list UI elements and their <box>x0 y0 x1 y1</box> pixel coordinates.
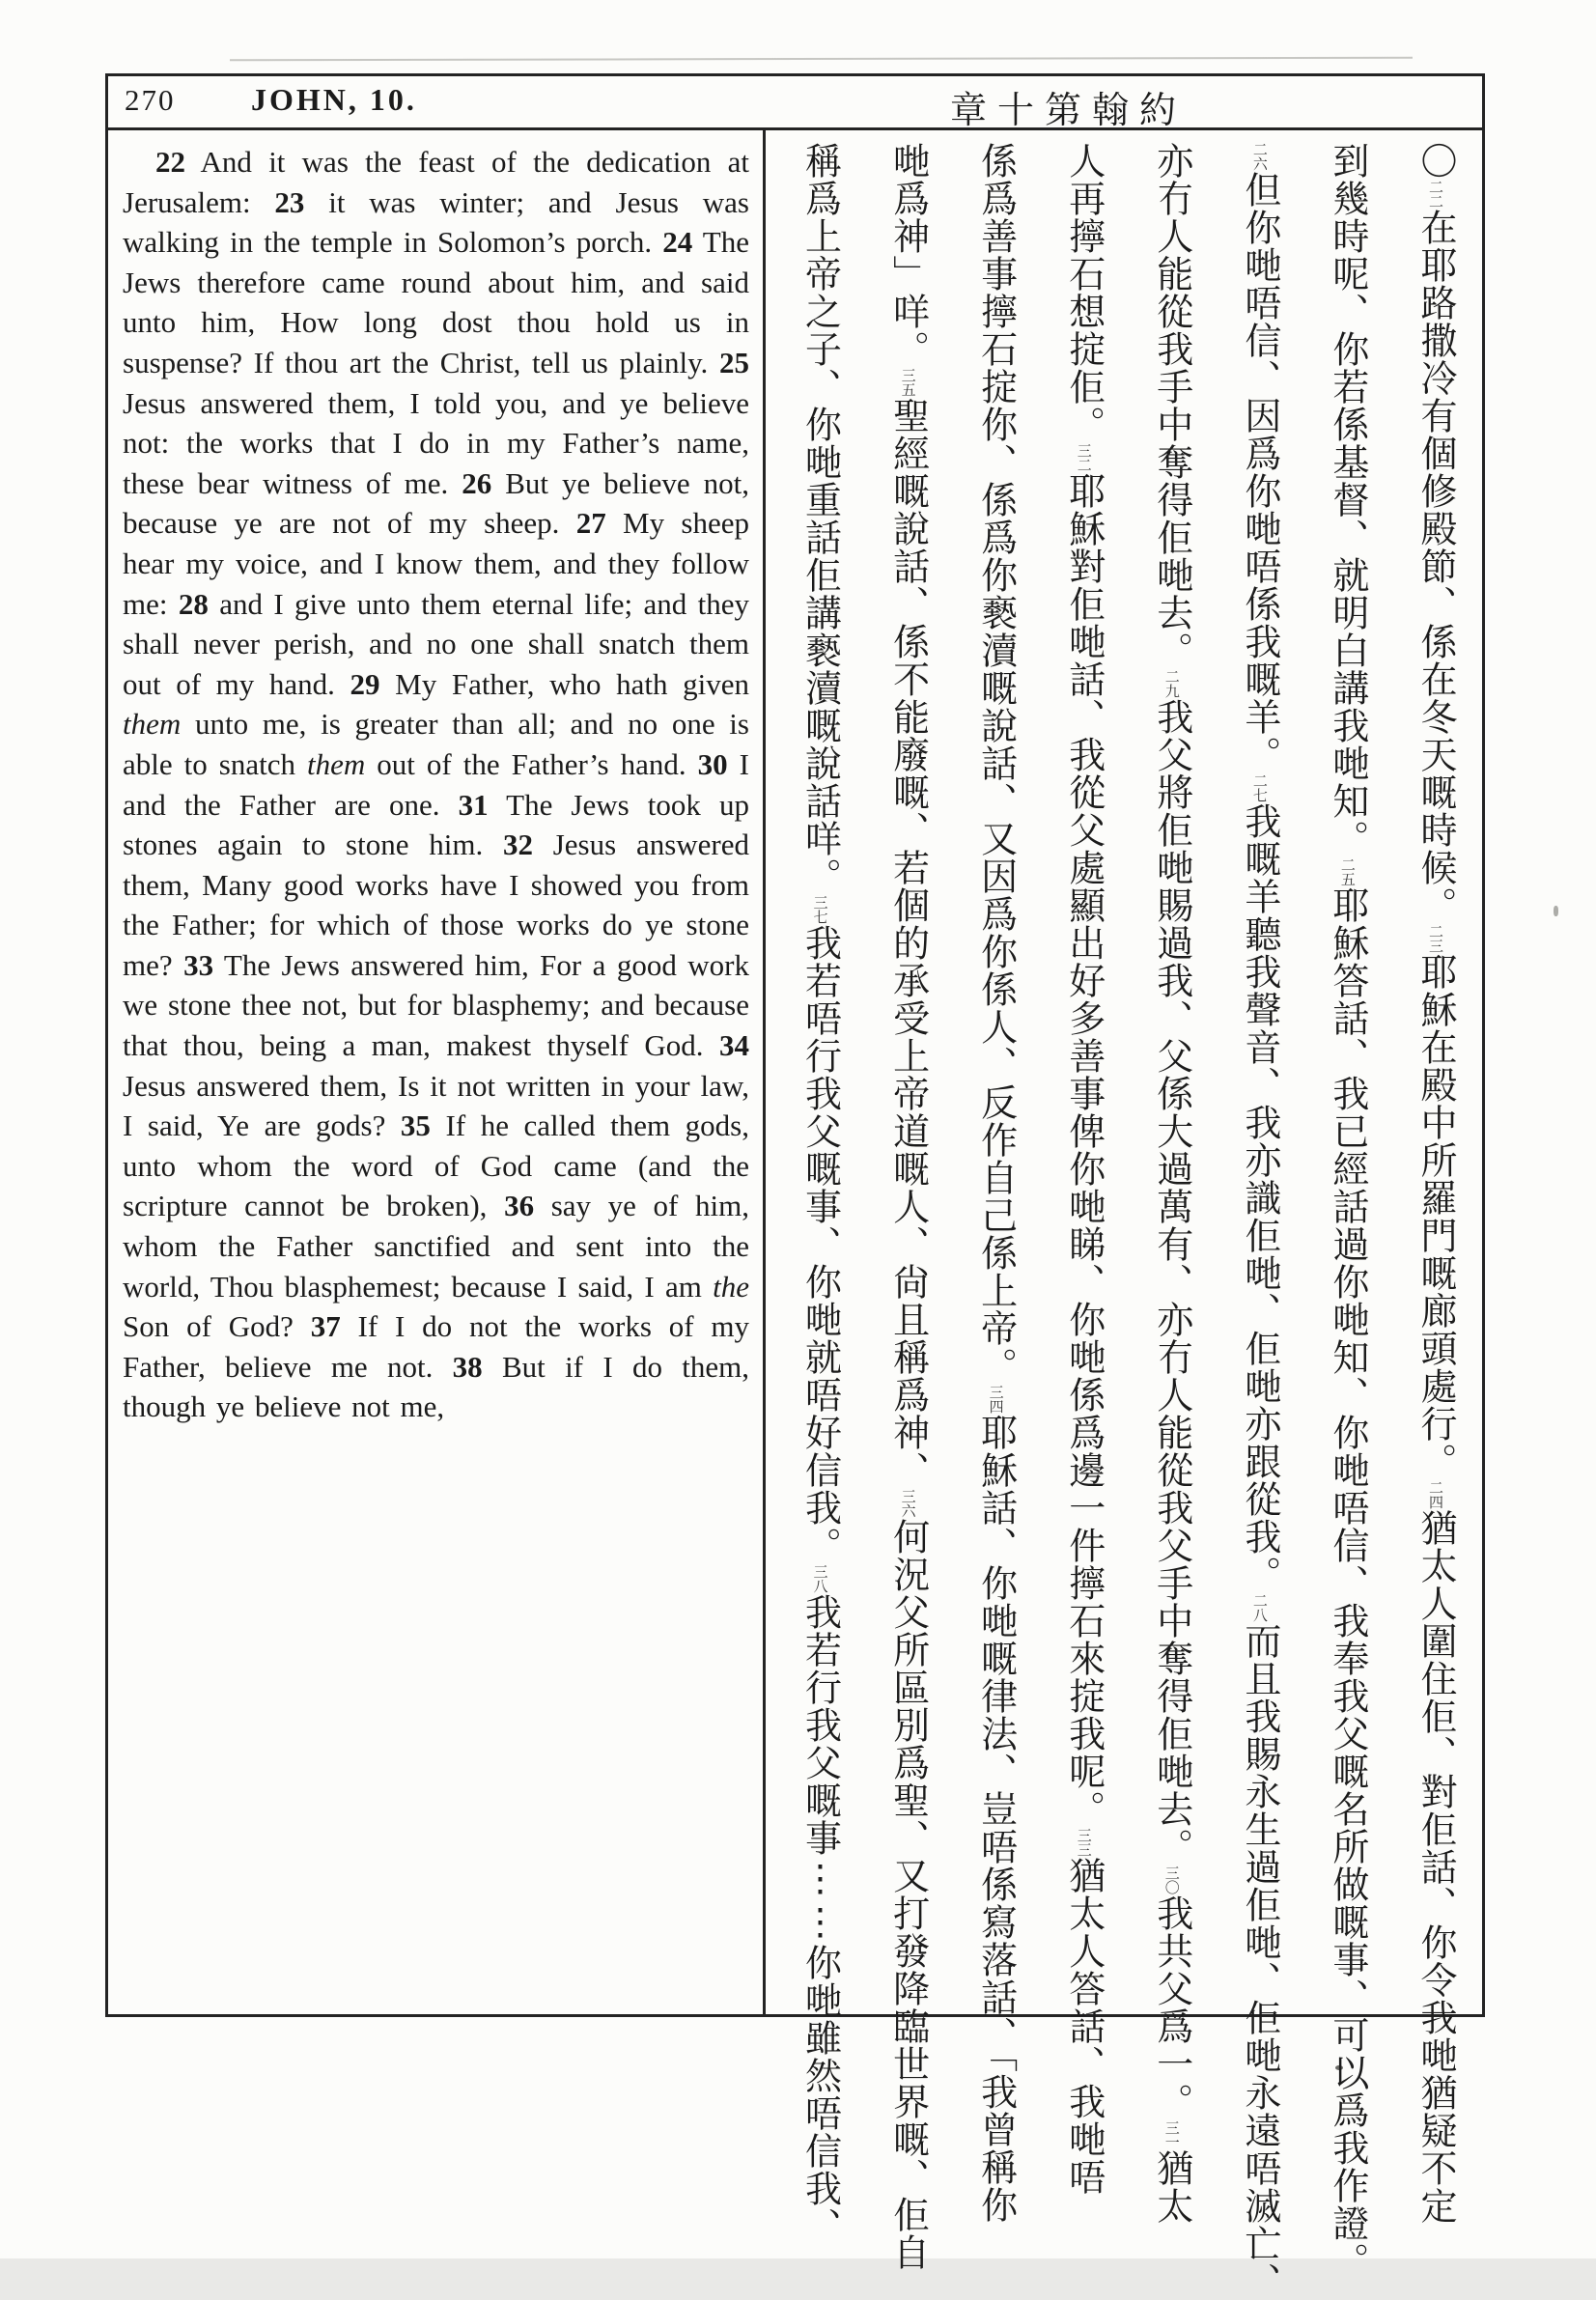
page-frame <box>105 73 1485 2300</box>
scripture-text: 猶太 <box>1150 2149 1191 2225</box>
verse-number: 36 <box>504 1189 535 1223</box>
scripture-text: 〇 <box>1414 142 1455 180</box>
verse-text: But if I do them, though ye believe not me, <box>123 1349 749 1424</box>
chinese-column <box>1150 142 1191 2225</box>
verse-number-note: 二八 <box>1250 1593 1267 1622</box>
verse-number: 31 <box>458 787 489 822</box>
scripture-text: 我共父爲一。 <box>1150 1894 1191 2120</box>
title-chinese: 章十第翰約 <box>950 91 1188 131</box>
verse-number-note: 二九 <box>1162 669 1179 698</box>
verse-text: My Father, who hath given <box>379 666 750 701</box>
verse-number-note: 三四 <box>987 1385 1003 1414</box>
verse-text: Jesus answered them, Is it not written in your law, I said, Ye are gods? <box>123 1068 749 1143</box>
verse-text: the <box>713 1269 749 1304</box>
scan-artifact-speck <box>1554 906 1558 916</box>
verse-number: 27 <box>575 506 606 541</box>
chinese-column <box>1326 142 1367 2280</box>
scripture-text: 耶穌答話、我已經話過你哋知、你哋唔信、我奉我父嘅名所做嘅事、可以爲我作證。 <box>1326 886 1367 2280</box>
page-number: 270 <box>125 83 176 117</box>
verse-text: The Jews therefore came round about him, and said unto him, How long dost thou hold us in suspense? If thou art the Christ, tell us plainly. <box>123 225 749 379</box>
verse-text: Son of God? <box>123 1309 311 1344</box>
verse-text: say ye of him, whom the Father sanctified and sent into the world, Thou blasphemest; because I said, I am <box>123 1189 749 1304</box>
verse-text: them <box>306 746 366 781</box>
verse-text: The Jews answered him, For a good work we stone thee not, but for blasphemy; and because that thou, being a man, makest thyself God. <box>123 947 749 1063</box>
scripture-text: 耶穌在殿中所羅門嘅廊頭處行。 <box>1414 953 1455 1480</box>
verse-text: I and the Father are one. <box>123 746 749 822</box>
verse-number-note: 二六 <box>1250 142 1267 171</box>
verse-number-note: 二五 <box>1338 857 1355 886</box>
verse-text: The Jews took up stones again to stone him. <box>123 787 749 862</box>
verse-text: If I do not the works of my Father, believe me not. <box>123 1309 749 1384</box>
verse-text: out of the Father’s hand. <box>365 746 698 781</box>
english-text-column <box>108 130 763 2014</box>
verse-number: 30 <box>697 746 728 781</box>
verse-text: them <box>123 707 182 742</box>
chinese-column <box>1062 142 1104 2196</box>
verse-number-note: 二四 <box>1426 1480 1442 1509</box>
chinese-text-section <box>766 130 1482 2300</box>
title-english: JOHN, 10. <box>251 82 417 117</box>
verse-text: it was winter; and Jesus was walking in the temple in Solomon’s porch. <box>123 184 749 260</box>
verse-number: 28 <box>178 586 209 621</box>
scripture-text: 哋爲神」咩。 <box>886 142 928 368</box>
chinese-column <box>798 142 840 2245</box>
verse-number: 23 <box>274 184 305 219</box>
scripture-text: 但你哋唔信、因爲你哋唔係我嘅羊。 <box>1238 171 1279 773</box>
scripture-text: 我若唔行我父嘅事、你哋就唔好信我。 <box>798 924 840 1564</box>
verse-number: 37 <box>310 1309 341 1344</box>
scripture-text: 聖經嘅說話、係不能廢嘅、若個的承受上帝道嘅人、尙且稱爲神、 <box>886 397 928 1489</box>
verse-number: 26 <box>462 465 492 500</box>
scripture-text: 猶太人答話、我哋唔 <box>1062 1857 1104 2196</box>
chinese-column <box>886 142 928 2271</box>
verse-text: unto me, is greater than all; and no one is able to snatch <box>123 707 749 781</box>
verse-number-note: 三七 <box>811 895 827 924</box>
verse-number-note: 三〇 <box>1162 1865 1179 1894</box>
verse-text: My sheep hear my voice, and I know them, and they follow me: <box>123 506 749 621</box>
verse-number-note: 二二 <box>1426 180 1442 209</box>
chinese-column <box>1414 142 1455 2225</box>
verse-text: If he called them gods, unto whom the word of God came (and the scripture cannot be broken), <box>123 1108 749 1223</box>
scan-artifact-line <box>230 57 1413 62</box>
chinese-column <box>974 142 1016 2224</box>
verse-number-note: 三三 <box>1075 1828 1091 1857</box>
verse-text: and I give unto them eternal life; and they shall never perish, and no one shall snatch them out of my hand. <box>123 586 749 701</box>
scripture-text: 到幾時呢、你若係基督、就明白講我哋知。 <box>1326 142 1367 857</box>
verse-number: 33 <box>183 947 214 982</box>
verse-number: 24 <box>662 225 693 260</box>
verse-number: 22 <box>155 145 185 179</box>
verse-text: Jesus answered them, Many good works have I showed you from the Father; for which of those works do ye stone me? <box>123 827 749 982</box>
page-header <box>108 76 1482 130</box>
scripture-text: 而且我賜永生過佢哋、佢哋永遠唔滅亡、 <box>1238 1622 1279 2300</box>
scripture-text: 我嘅羊聽我聲音、我亦識佢哋、佢哋亦跟從我。 <box>1238 802 1279 1593</box>
verse-text: But ye believe not, because ye are not of my sheep. <box>123 465 750 541</box>
scripture-text: 亦冇人能從我手中奪得佢哋去。 <box>1150 142 1191 669</box>
verse-text: Jesus answered them, I told you, and ye believe not: the works that I do in my Father’s name, these bear witness of me. <box>123 385 749 500</box>
verse-text: And it was the feast of the dedication at Jerusalem: <box>123 145 749 219</box>
verse-number: 38 <box>452 1349 483 1384</box>
verse-number-note: 二七 <box>1250 773 1267 802</box>
scripture-text: 係爲善事擰石掟你、係爲你褻瀆嘅說話、又因爲你係人、反作自己係上帝。 <box>974 142 1016 1385</box>
verse-number: 35 <box>400 1108 431 1143</box>
scripture-text: 猶太人圍住佢、對佢話、你令我哋猶疑不定 <box>1414 1509 1455 2225</box>
scripture-text: 我若行我父嘅事⋮⋮你哋雖然唔信我、 <box>798 1593 840 2245</box>
verse-number: 34 <box>719 1028 749 1063</box>
scripture-text: 在耶路撒冷有個修殿節、係在冬天嘅時候。 <box>1414 209 1455 924</box>
verse-number: 32 <box>502 827 533 862</box>
verse-number: 25 <box>719 345 749 379</box>
page-body <box>108 130 1482 2300</box>
verse-number-note: 三六 <box>899 1489 915 1518</box>
verse-number-note: 三五 <box>899 368 915 397</box>
verse-number: 29 <box>350 666 380 701</box>
english-paragraph <box>123 142 749 1427</box>
scripture-text: 耶穌對佢哋話、我從父處顯出好多善事俾你哋睇、你哋係爲邊一件擰石來掟我呢。 <box>1062 472 1104 1828</box>
scripture-text: 何況父所區別爲聖、又打發降臨世界嘅、佢自 <box>886 1518 928 2271</box>
chinese-column <box>1238 142 1279 2300</box>
scripture-text: 稱爲上帝之子、你哋重話佢講褻瀆嘅說話咩。 <box>798 142 840 895</box>
verse-number-note: 三一 <box>1162 2120 1179 2149</box>
verse-number-note: 三二 <box>1075 443 1091 472</box>
scripture-text: 人再擰石想掟佢。 <box>1062 142 1104 443</box>
verse-number-note: 二三 <box>1426 924 1442 953</box>
verse-number-note: 三八 <box>811 1564 827 1593</box>
scripture-text: 耶穌話、你哋嘅律法、豈唔係寫落話、「我曾稱你 <box>974 1414 1016 2224</box>
scripture-text: 我父將佢哋賜過我、父係大過萬有、亦冇人能從我父手中奪得佢哋去。 <box>1150 698 1191 1865</box>
